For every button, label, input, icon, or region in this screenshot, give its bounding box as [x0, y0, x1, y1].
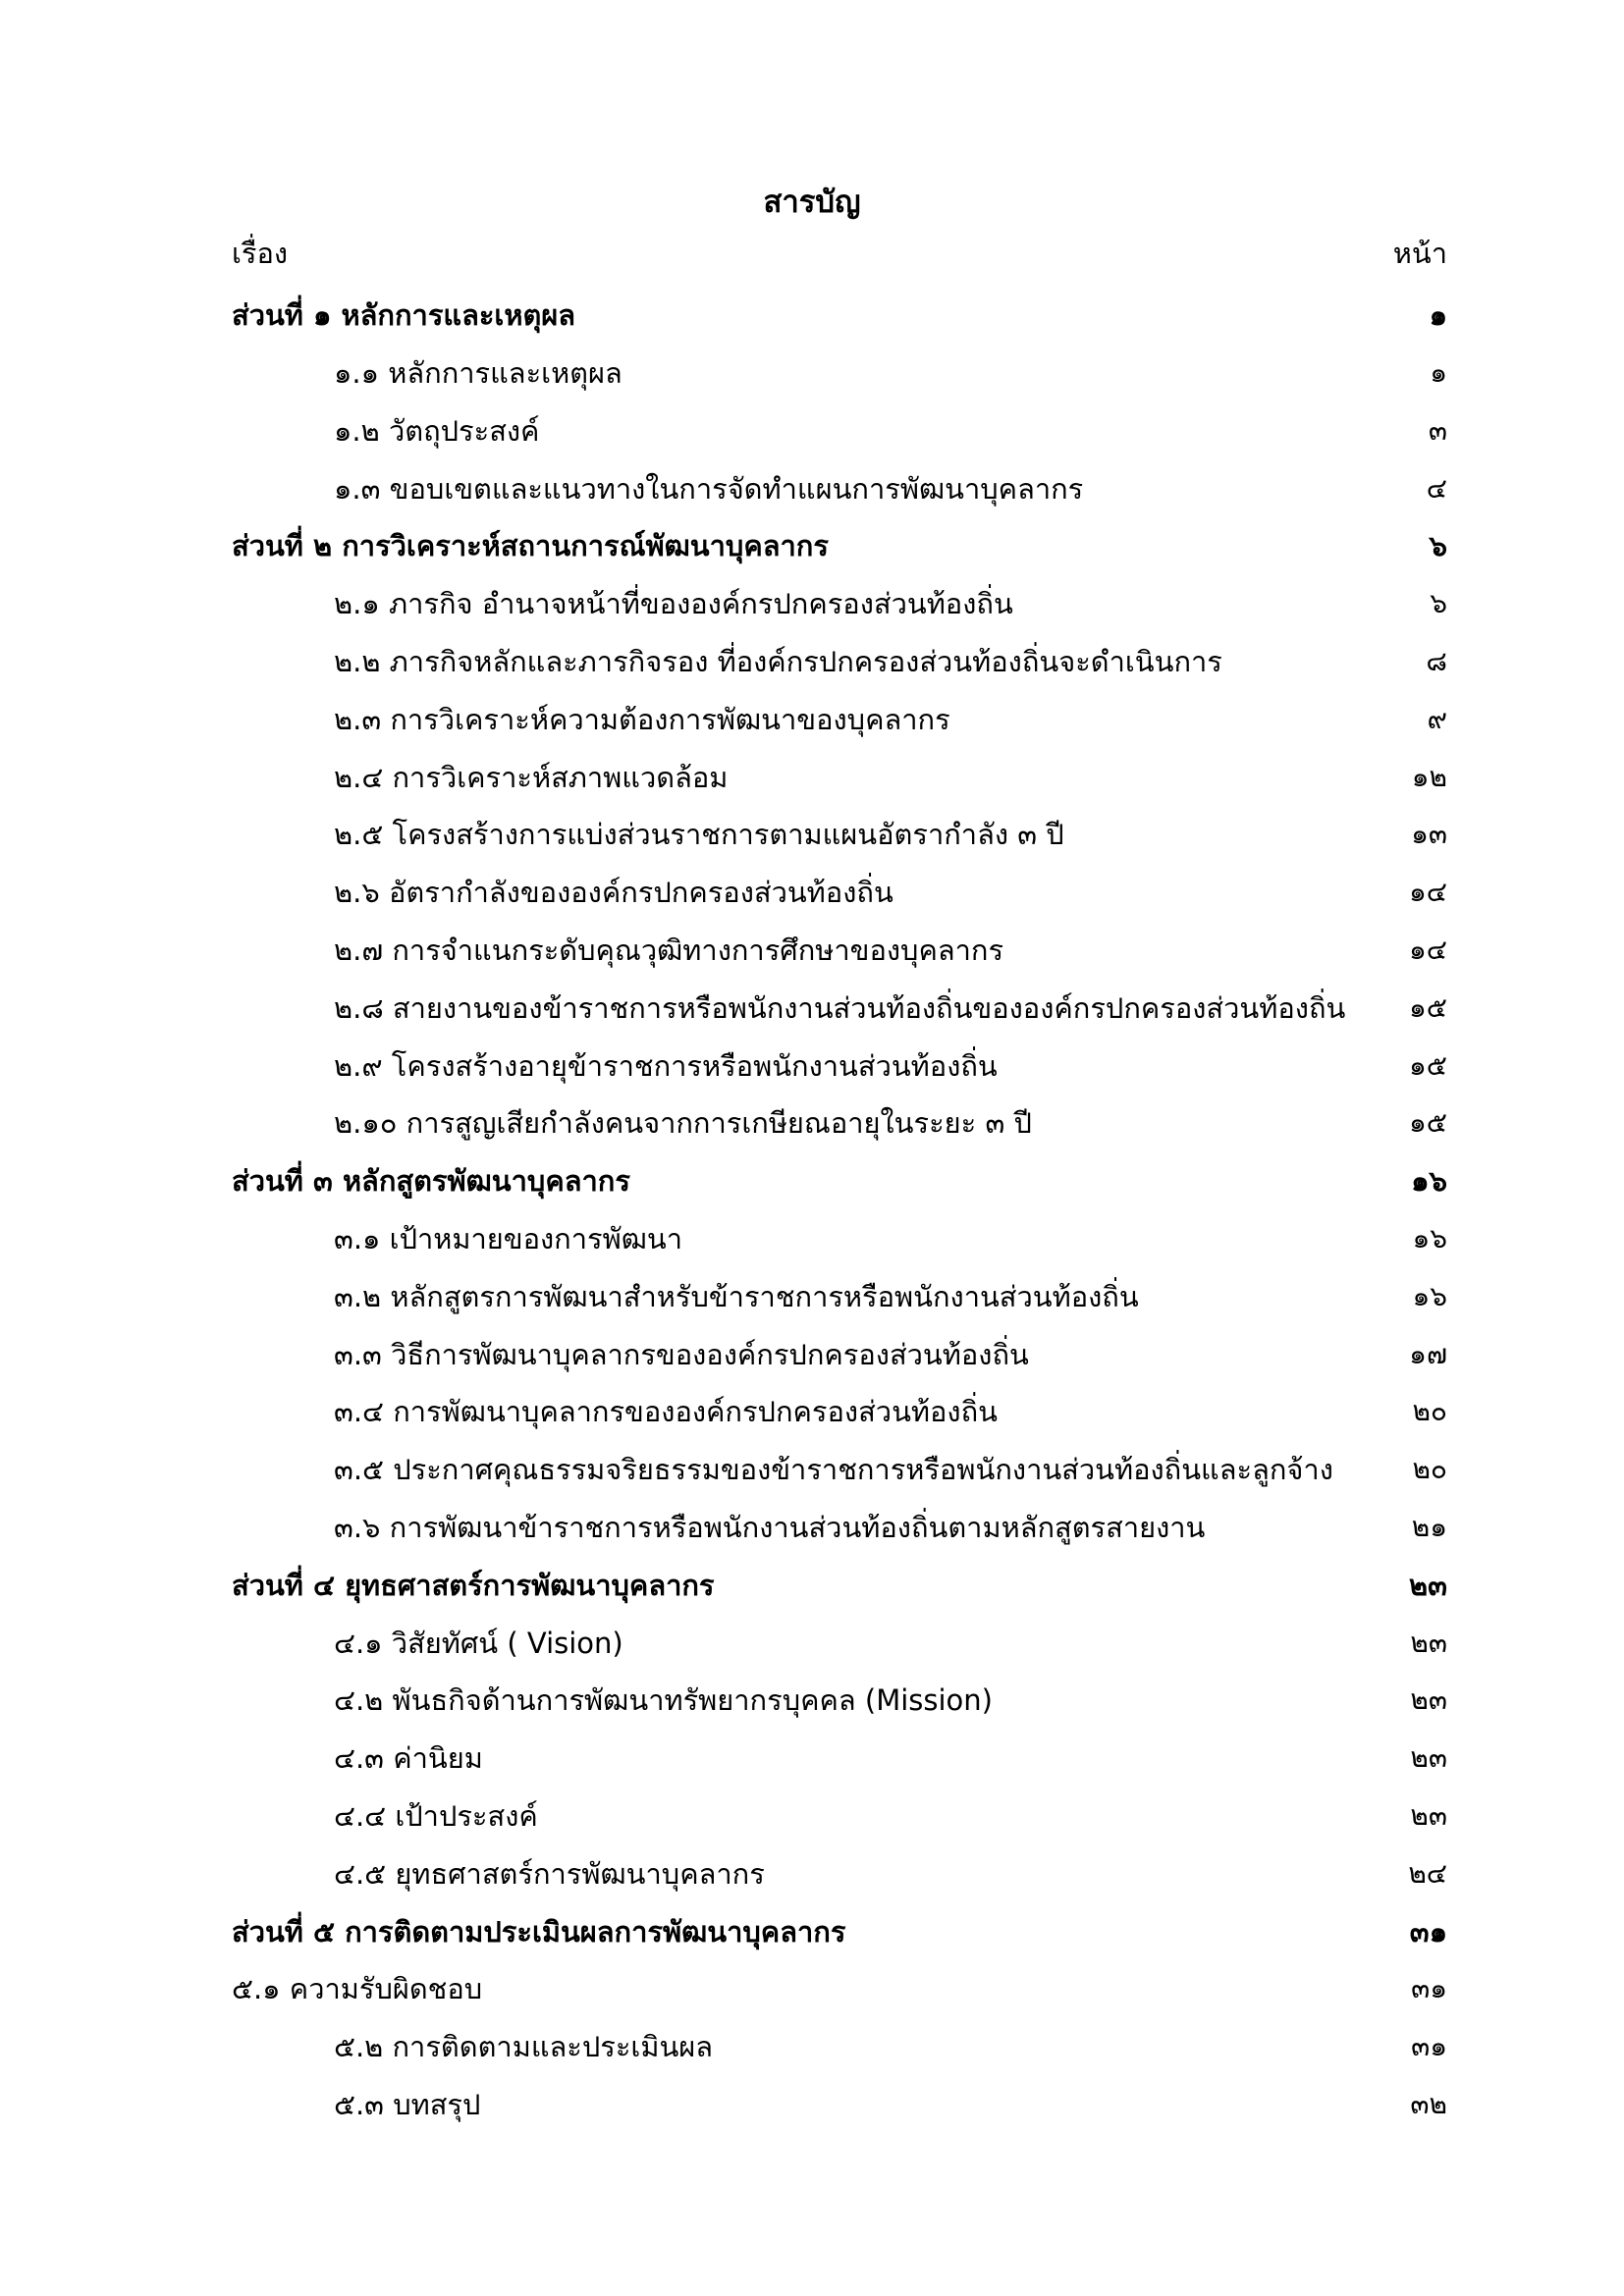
toc-entry-label: ๕.๓ บทสรุป [334, 2088, 481, 2121]
toc-entry [0, 749, 1624, 806]
toc-entry-page: ๑๔ [1409, 876, 1447, 908]
toc-entry-label: ๑.๒ วัตถุประสงค์ [334, 414, 540, 448]
toc-entry [0, 633, 1624, 690]
toc-section-1 [0, 287, 1624, 344]
toc-entry-label: ส่วนที่ ๑ หลักการและเหตุผล [232, 298, 576, 332]
page-title: สารบัญ [763, 185, 861, 220]
toc-entry-page: ๒๓ [1410, 1799, 1447, 1832]
toc-entry-page: ๒๓ [1410, 1683, 1447, 1716]
toc-entry [0, 691, 1624, 748]
toc-entry-page: ๙ [1427, 703, 1447, 735]
toc-entry-label: ๒.๙ โครงสร้างอายุข้าราชการหรือพนักงานส่วนท้องถิ่น [334, 1049, 998, 1083]
toc-entry-page: ๑๗ [1409, 1338, 1447, 1370]
topic-column-header: เรื่อง [232, 237, 289, 270]
toc-entry [0, 806, 1624, 863]
toc-entry-label: ๓.๓ วิธีการพัฒนาบุคลากรขององค์กรปกครองส่วนท้องถิ่น [334, 1338, 1029, 1371]
toc-entry-page: ๑๖ [1412, 1222, 1447, 1255]
toc-section-2 [0, 517, 1624, 574]
toc-entry-label: ๔.๕ ยุทธศาสตร์การพัฒนาบุคลากร [334, 1857, 765, 1891]
toc-entry-page: ๑๕ [1409, 1106, 1447, 1139]
toc-entry-page: ๑ [1430, 356, 1447, 389]
toc-entry-page: ๒๑ [1411, 1511, 1447, 1543]
toc-entry-label: ๓.๖ การพัฒนาข้าราชการหรือพนักงานส่วนท้องถิ่นตามหลักสูตรสายงาน [334, 1511, 1206, 1544]
toc-entry-label: ๒.๖ อัตรากำลังขององค์กรปกครองส่วนท้องถิ่น [334, 876, 893, 909]
toc-entry-page: ๒๔ [1408, 1857, 1447, 1890]
toc-entry-page: ๑๖ [1412, 1280, 1447, 1312]
toc-entry-label: ๑.๓ ขอบเขตและแนวทางในการจัดทำแผนการพัฒนาบุคลากร [334, 472, 1084, 506]
toc-entry [0, 1383, 1624, 1440]
toc-entry-label: ๓.๑ เป้าหมายของการพัฒนา [334, 1222, 683, 1255]
page-column-header: หน้า [1392, 237, 1447, 270]
toc-entry [0, 1326, 1624, 1383]
toc-entry-page: ๑๕ [1409, 1049, 1447, 1082]
toc-entry-page: ๖ [1429, 529, 1447, 562]
toc-entry-label: ส่วนที่ ๔ ยุทธศาสตร์การพัฒนาบุคลากร [232, 1569, 715, 1602]
toc-entry [0, 1038, 1624, 1095]
toc-entry [0, 1615, 1624, 1672]
toc-entry-label: ๒.๑๐ การสูญเสียกำลังคนจากการเกษียณอายุในระยะ ๓ ปี [334, 1106, 1032, 1140]
toc-entry [0, 1268, 1624, 1325]
toc-entry-label: ส่วนที่ ๕ การติดตามประเมินผลการพัฒนาบุคลากร [232, 1915, 846, 1949]
toc-entry [0, 1210, 1624, 1267]
toc-entry-page: ๓๑ [1409, 1915, 1447, 1949]
toc-entry [0, 1960, 1624, 2017]
toc-entry [0, 1788, 1624, 1844]
toc-entry-label: ๕.๒ การติดตามและประเมินผล [334, 2030, 714, 2063]
toc-entry [0, 1441, 1624, 1498]
toc-entry-label: ส่วนที่ ๒ การวิเคราะห์สถานการณ์พัฒนาบุคลากร [232, 529, 829, 562]
toc-entry [0, 1095, 1624, 1151]
toc-entry [0, 1845, 1624, 1902]
toc-entry [0, 2076, 1624, 2133]
toc-entry-label: ๒.๓ การวิเคราะห์ความต้องการพัฒนาของบุคลากร [334, 703, 950, 736]
toc-entry-page: ๒๓ [1410, 1627, 1447, 1659]
toc-entry-page: ๑๓ [1411, 818, 1447, 850]
toc-entry-label: ๒.๔ การวิเคราะห์สภาพแวดล้อม [334, 761, 729, 794]
toc-entry [0, 922, 1624, 979]
toc-section-5 [0, 1903, 1624, 1960]
toc-entry-page: ๖ [1430, 587, 1447, 619]
toc-entry-label: ๔.๓ ค่านิยม [334, 1741, 483, 1775]
toc-entry [0, 1499, 1624, 1556]
toc-entry-page: ๑๒ [1411, 761, 1447, 793]
toc-entry [0, 345, 1624, 401]
toc-entry-page: ๒๐ [1412, 1395, 1447, 1427]
toc-entry-page: ๓๑ [1411, 2030, 1447, 2062]
toc-entry-page: ๒๐ [1412, 1453, 1447, 1485]
toc-entry-page: ๑๖ [1411, 1164, 1447, 1198]
toc-entry [0, 864, 1624, 921]
toc-entry-page: ๔ [1426, 472, 1447, 505]
toc-entry [0, 402, 1624, 459]
toc-entry-label: ๔.๒ พันธกิจด้านการพัฒนาทรัพยากรบุคคล (Mission) [334, 1683, 993, 1717]
toc-entry-label: ๓.๒ หลักสูตรการพัฒนาสำหรับข้าราชการหรือพนักงานส่วนท้องถิ่น [334, 1280, 1139, 1313]
toc-entry-page: ๑๔ [1409, 934, 1447, 966]
toc-entry-page: ๒๓ [1410, 1741, 1447, 1774]
toc-entry-label: ส่วนที่ ๓ หลักสูตรพัฒนาบุคลากร [232, 1164, 630, 1198]
toc-entry-page: ๑๕ [1409, 991, 1447, 1024]
toc-entry [0, 1730, 1624, 1787]
toc-entry-label: ๓.๕ ประกาศคุณธรรมจริยธรรมของข้าราชการหรือพนักงานส่วนท้องถิ่นและลูกจ้าง [334, 1453, 1333, 1486]
toc-entry [0, 2018, 1624, 2075]
toc-entry [0, 980, 1624, 1037]
toc-entry-page: ๒๓ [1409, 1569, 1447, 1602]
toc-entry-label: ๒.๒ ภารกิจหลักและภารกิจรอง ที่องค์กรปกครองส่วนท้องถิ่นจะดำเนินการ [334, 645, 1222, 678]
toc-entry-label: ๒.๑ ภารกิจ อำนาจหน้าที่ขององค์กรปกครองส่วนท้องถิ่น [334, 587, 1013, 620]
toc-entry-page: ๘ [1426, 645, 1447, 677]
toc-entry [0, 460, 1624, 517]
toc-entry-label: ๒.๕ โครงสร้างการแบ่งส่วนราชการตามแผนอัตรากำลัง ๓ ปี [334, 818, 1064, 851]
toc-entry-label: ๔.๔ เป้าประสงค์ [334, 1799, 538, 1833]
toc-entry-page: ๓ [1428, 414, 1447, 447]
toc-entry-label: ๕.๑ ความรับผิดชอบ [232, 1972, 483, 2005]
toc-entry-label: ๑.๑ หลักการและเหตุผล [334, 356, 623, 390]
toc-entry-label: ๓.๔ การพัฒนาบุคลากรขององค์กรปกครองส่วนท้องถิ่น [334, 1395, 998, 1428]
toc-entry-page: ๓๒ [1410, 2088, 1447, 2120]
toc-entry-label: ๔.๑ วิสัยทัศน์ ( Vision) [334, 1627, 623, 1660]
toc-entry-label: ๒.๗ การจำแนกระดับคุณวุฒิทางการศึกษาของบุคลากร [334, 934, 1004, 967]
toc-entry [0, 575, 1624, 632]
toc-section-4 [0, 1557, 1624, 1614]
toc-entry-label: ๒.๘ สายงานของข้าราชการหรือพนักงานส่วนท้องถิ่นขององค์กรปกครองส่วนท้องถิ่น [334, 991, 1346, 1025]
toc-entry-page: ๓๑ [1411, 1972, 1447, 2004]
toc-entry [0, 1672, 1624, 1729]
toc-entry-page: ๑ [1429, 298, 1447, 332]
toc-section-3 [0, 1152, 1624, 1209]
